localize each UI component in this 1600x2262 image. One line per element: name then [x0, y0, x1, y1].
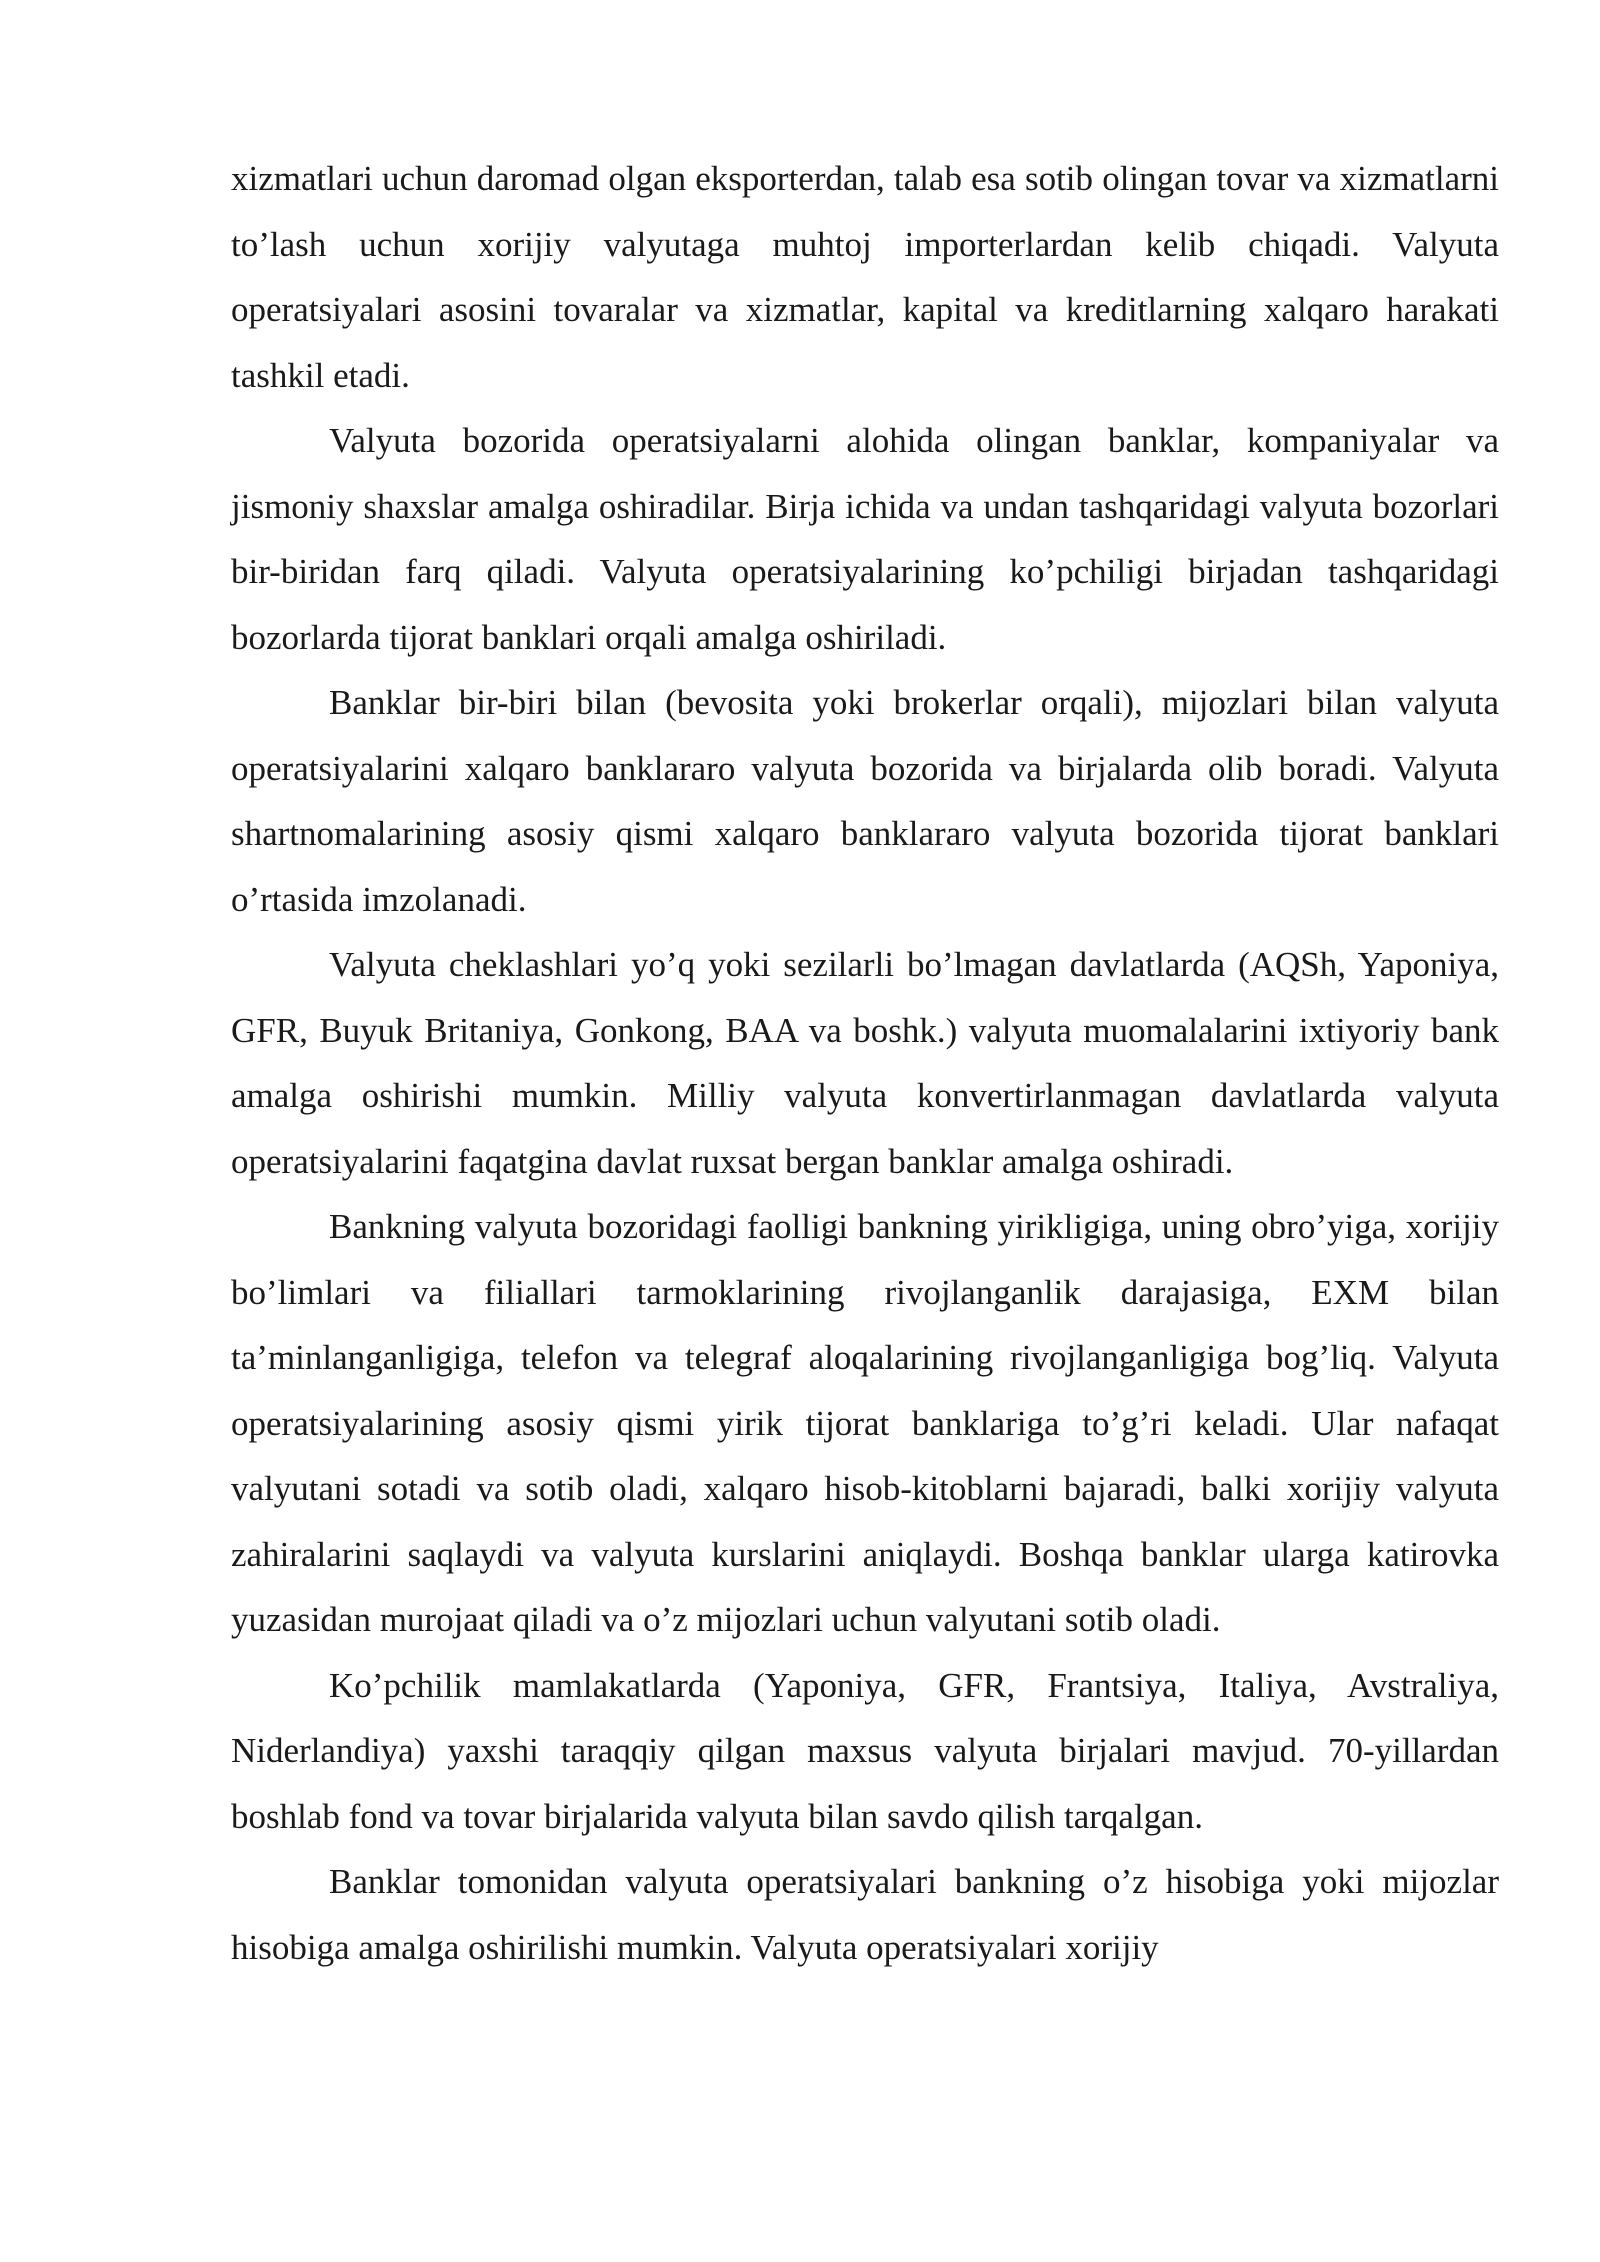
paragraph-continuation: xizmatlari uchun daromad olgan eksporterdan, talab esa sotib olingan tovar va xizmatlarni to’lash uchun xorijiy valyutaga muhtoj importerlardan kelib chiqadi. Valyuta operatsiyalari asosini tovaralar va xizmatlar, kapital va kreditlarning xalqaro harakati tashkil etadi.	[231, 159, 1499, 395]
paragraph: Ko’pchilik mamlakatlarda (Yaponiya, GFR, Frantsiya, Italiya, Avstraliya, Niderlandiya) yaxshi taraqqiy qilgan maxsus valyuta birjalari mavjud. 70-yillardan boshlab fond va tovar birjalarida valyuta bilan savdo qilish tarqalgan.	[231, 1665, 1499, 1836]
paragraph: Valyuta bozorida operatsiyalarni alohida olingan banklar, kompaniyalar va jismoniy shaxslar amalga oshiradilar. Birja ichida va undan tashqaridagi valyuta bozorlari bir-biridan farq qiladi. Valyuta operatsiyalarining ko’pchiligi birjadan tashqaridagi bozorlarda tijorat banklari orqali amalga oshiriladi.	[231, 421, 1499, 657]
paragraph: Banklar bir-biri bilan (bevosita yoki brokerlar orqali), mijozlari bilan valyuta operatsiyalarini xalqaro banklararo valyuta bozorida va birjalarda olib boradi. Valyuta shartnomalarining asosiy qismi xalqaro banklararo valyuta bozorida tijorat banklari o’rtasida imzolanadi.	[231, 683, 1499, 919]
paragraph: Bankning valyuta bozoridagi faolligi bankning yirikligiga, uning obro’yiga, xorijiy bo’limlari va filiallari tarmoklarining rivojlanganlik darajasiga, EXM bilan ta’minlanganligiga, telefon va telegraf aloqalarining rivojlanganligiga bog’liq. Valyuta operatsiyalarining asosiy qismi yirik tijorat banklariga to’g’ri keladi. Ular nafaqat valyutani sotadi va sotib oladi, xalqaro hisob-kitoblarni bajaradi, balki xorijiy valyuta zahiralarini saqlaydi va valyuta kurslarini aniqlaydi. Boshqa banklar ularga katirovka yuzasidan murojaat qiladi va o’z mijozlari uchun valyutani sotib oladi.	[231, 1207, 1499, 1639]
paragraph: Valyuta cheklashlari yo’q yoki sezilarli bo’lmagan davlatlarda (AQSh, Yaponiya, GFR, Buyuk Britaniya, Gonkong, BAA va boshk.) valyuta muomalalarini ixtiyoriy bank amalga oshirishi mumkin. Milliy valyuta konvertirlanmagan davlatlarda valyuta operatsiyalarini faqatgina davlat ruxsat bergan banklar amalga oshiradi.	[231, 945, 1499, 1181]
paragraph: Banklar tomonidan valyuta operatsiyalari bankning o’z hisobiga yoki mijozlar hisobiga amalga oshirilishi mumkin. Valyuta operatsiyalari xorijiy	[231, 1862, 1499, 1967]
body-text	[231, 146, 1499, 1980]
